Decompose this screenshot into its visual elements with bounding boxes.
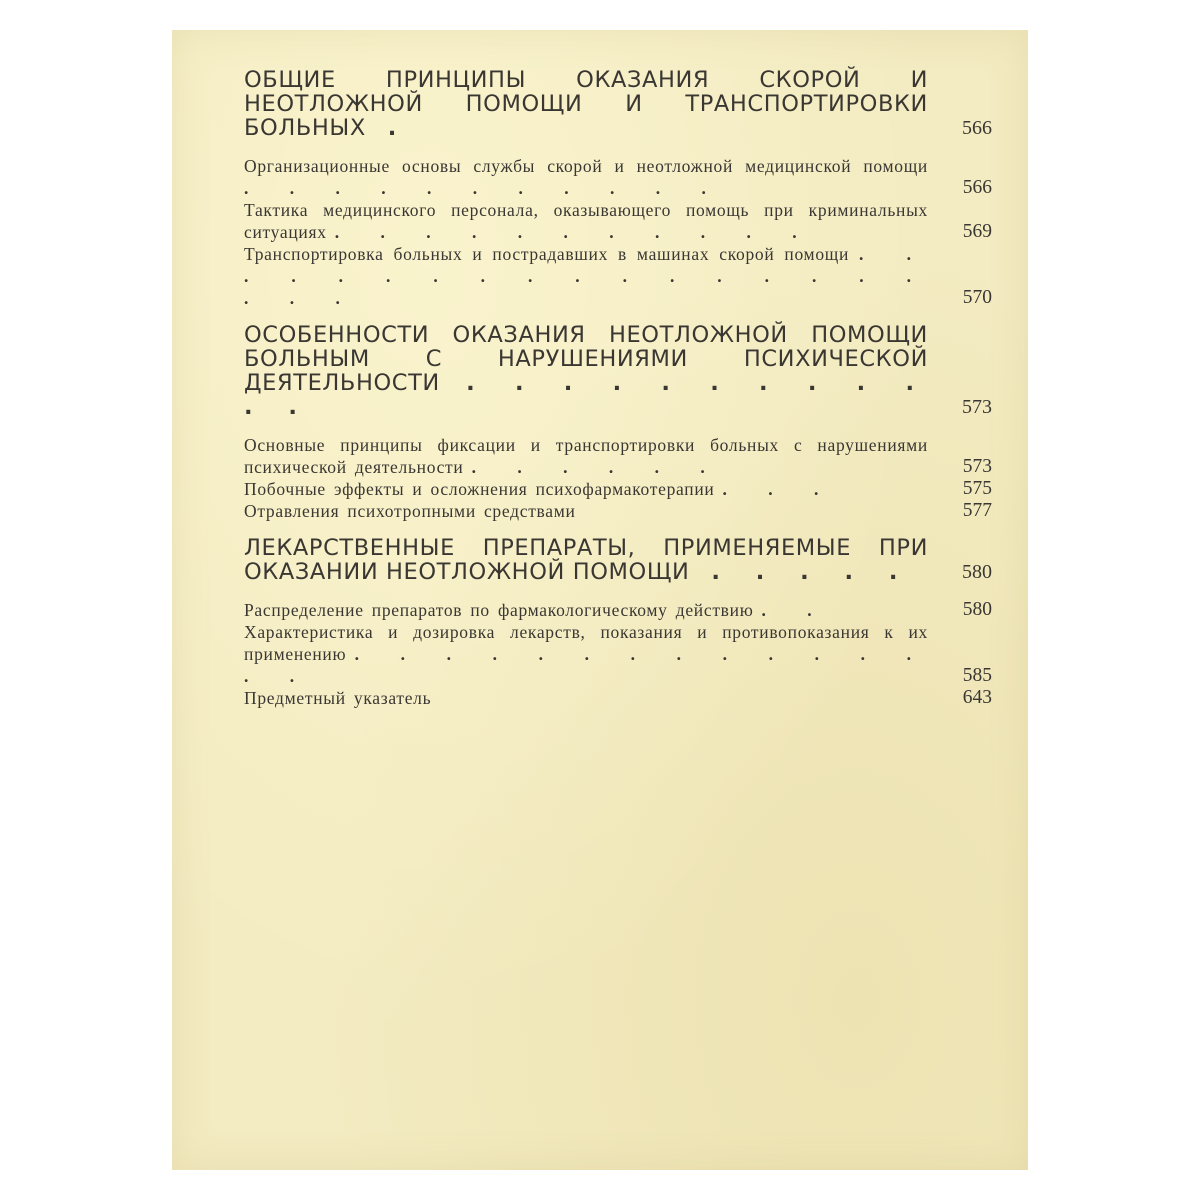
section-page-number: 566	[962, 117, 992, 139]
section-page-number: 580	[962, 561, 992, 583]
toc-entry	[244, 500, 992, 522]
entry-title: Распределение препаратов по фармакологическому действию	[244, 600, 754, 620]
entry-title: Транспортировка больных и пострадавших в машинах скорой помощи	[244, 244, 850, 264]
book-page	[172, 30, 1028, 1170]
entry-page-number: 575	[962, 478, 992, 499]
entry-page-number: 566	[962, 177, 992, 198]
entry-page-number: 585	[962, 665, 992, 686]
dot-leader: .	[365, 115, 411, 141]
toc-section-medications	[244, 536, 992, 709]
section-page-number: 573	[962, 396, 992, 418]
toc-section-psychiatric-care	[244, 323, 992, 522]
section-title: ОСОБЕННОСТИ ОКАЗАНИЯ НЕОТЛОЖНОЙ ПОМОЩИ БОЛЬНЫМ С НАРУШЕНИЯМИ ПСИХИЧЕСКОЙ ДЕЯТЕЛЬНОСТИ	[244, 322, 928, 396]
dot-leader: . . . . .	[689, 559, 912, 585]
entry-page-number: 643	[962, 687, 992, 708]
section-title: ЛЕКАРСТВЕННЫЕ ПРЕПАРАТЫ, ПРИМЕНЯЕМЫЕ ПРИ ОКАЗАНИИ НЕОТЛОЖНОЙ ПОМОЩИ	[244, 535, 928, 585]
entry-page-number: 573	[962, 456, 992, 477]
dot-leader: . . . . . . . . . . . . . . . . . . . .	[244, 244, 929, 308]
entry-title: Тактика медицинского персонала, оказывающего помощь при криминальных ситуациях	[244, 200, 928, 242]
section-heading	[244, 536, 992, 584]
dot-leader: . . .	[722, 479, 836, 499]
dot-leader: . . . . . . . . . . .	[334, 222, 814, 242]
entry-title: Отравления психотропными средствами	[244, 501, 576, 521]
entry-title: Основные принципы фиксации и транспортировки больных с нарушениями психической деятельности	[244, 435, 928, 477]
entry-title: Предметный указатель	[244, 688, 432, 708]
toc-entry	[244, 243, 992, 309]
toc-entry	[244, 687, 992, 709]
entry-title: Побочные эффекты и осложнения психофармакотерапии	[244, 479, 715, 499]
toc-entry	[244, 434, 992, 478]
section-heading	[244, 323, 992, 419]
entry-page-number: 570	[962, 287, 992, 308]
section-title: ОБЩИЕ ПРИНЦИПЫ ОКАЗАНИЯ СКОРОЙ И НЕОТЛОЖНОЙ ПОМОЩИ И ТРАНСПОРТИРОВКИ БОЛЬНЫХ	[244, 67, 928, 141]
dot-leader: . . . . . . . . . . .	[244, 178, 723, 198]
dot-leader: . . . . . . . . . . . . . . .	[244, 644, 928, 686]
dot-leader: . .	[761, 600, 829, 620]
dot-leader: . . . . . .	[471, 457, 722, 477]
toc-section-general-principles	[244, 68, 992, 309]
toc-entry	[244, 155, 992, 199]
toc-entry	[244, 478, 992, 500]
toc-entry	[244, 621, 992, 687]
entry-title: Организационные основы службы скорой и неотложной медицинской помощи	[244, 156, 928, 176]
dot-leader: . . . . . . . . . . . .	[244, 370, 928, 420]
table-of-contents	[244, 68, 992, 723]
section-heading	[244, 68, 992, 140]
entry-page-number: 577	[962, 500, 992, 521]
entry-title: Характеристика и дозировка лекарств, показания и противопоказания к их применению	[244, 622, 928, 664]
toc-entry	[244, 599, 992, 621]
toc-entry	[244, 199, 992, 243]
entry-page-number: 580	[962, 599, 992, 620]
entry-page-number: 569	[962, 221, 992, 242]
